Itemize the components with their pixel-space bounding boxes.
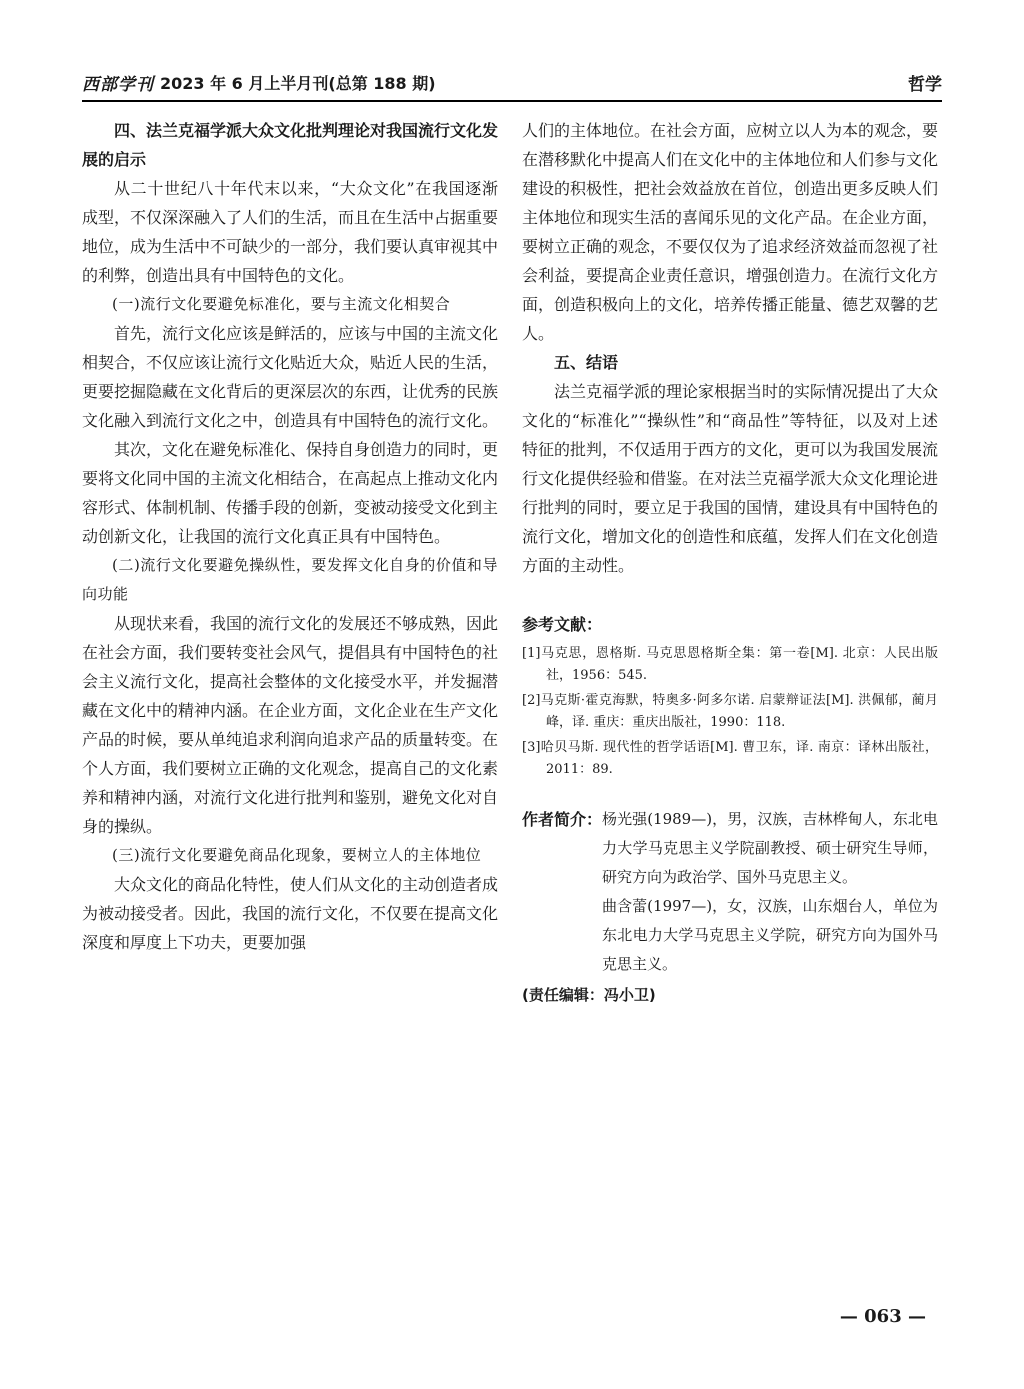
author-bio — [522, 805, 938, 1010]
subheading-1: (一)流行文化要避免标准化，要与主流文化相契合 — [112, 295, 451, 313]
subheading-3: (三)流行文化要避免商品化现象，要树立人的主体地位 — [112, 846, 482, 864]
page-number: — 063 — — [839, 1306, 926, 1327]
section-label: 哲学 — [908, 75, 942, 95]
left-column — [82, 116, 498, 957]
paragraph-intro: 从二十世纪八十年代末以来，“大众文化”在我国逐渐成型，不仅深深融入了人们的生活，而且在生活中占据重要地位，成为生活中不可缺少的一部分，我们要认真审视其中的利弊，创造出具有中国特色的文化。 — [82, 179, 499, 285]
author-bio-1: 杨光强(1989—)，男，汉族，吉林桦甸人，东北电力大学马克思主义学院副教授、硕士研究生导师，研究方向为政治学、国外马克思主义。 — [602, 810, 938, 886]
paragraph-continued: 人们的主体地位。在社会方面，应树立以人为本的观念，要在潜移默化中提高人们在文化中的主体地位和人们参与文化建设的积极性，把社会效益放在首位，创造出更多反映人们主体地位和现实生活的喜闻乐见的文化产品。在企业方面，要树立正确的观念，不要仅仅为了追求经济效益而忽视了社会利益，要提高企业责任意识，增强创造力。在流行文化方面，创造积极向上的文化，培养传播正能量、德艺双馨的艺人。 — [522, 121, 939, 343]
paragraph-sub2: 从现状来看，我国的流行文化的发展还不够成熟，因此在社会方面，我们要转变社会风气，提倡具有中国特色的社会主义流行文化，提高社会整体的文化接受水平，并发掘潜藏在文化中的精神内涵。在企业方面，文化企业在生产文化产品的时候，要从单纯追求利润向追求产品的质量转变。在个人方面，我们要树立正确的文化观念，提高自己的文化素养和精神内涵，对流行文化进行批判和鉴别，避免文化对自身的操纵。 — [82, 614, 499, 836]
section-heading-5: 五、结语 — [554, 353, 619, 372]
paragraph-sub1-b: 其次，文化在避免标准化、保持自身创造力的同时，更要将文化同中国的主流文化相结合，在高起点上推动文化内容形式、体制机制、传播手段的创新，变被动接受文化到主动创新文化，让我国的流行文化真正具有中国特色。 — [82, 440, 499, 546]
paragraph-sub1-a: 首先，流行文化应该是鲜活的，应该与中国的主流文化相契合，不仅应该让流行文化贴近大众，贴近人民的生活，更要挖掘隐藏在文化背后的更深层次的东西，让优秀的民族文化融入到流行文化之中，创造具有中国特色的流行文化。 — [82, 324, 499, 430]
subheading-2: (二)流行文化要避免操纵性，要发挥文化自身的价值和导向功能 — [82, 556, 498, 603]
author-bio-2: 曲含蕾(1997—)，女，汉族，山东烟台人，单位为东北电力大学马克思主义学院，研究方向为国外马克思主义。 — [602, 897, 938, 973]
references-title: 参考文献： — [522, 615, 603, 634]
page-header — [82, 70, 942, 102]
right-column — [522, 116, 938, 1010]
author-bio-label: 作者简介： — [522, 810, 603, 829]
issue-info: 2023 年 6 月上半月刊(总第 188 期) — [160, 74, 436, 93]
reference-item: [2]马克斯·霍克海默，特奥多·阿多尔诺. 启蒙辩证法[M]. 洪佩郁，蔺月峰，译. 重庆：重庆出版社，1990：118. — [522, 693, 938, 730]
section-heading-4: 四、法兰克福学派大众文化批判理论对我国流行文化发展的启示 — [82, 121, 499, 169]
responsible-editor: (责任编辑：冯小卫) — [522, 986, 656, 1004]
paragraph-conclusion: 法兰克福学派的理论家根据当时的实际情况提出了大众文化的“标准化”“操纵性”和“商品性”等特征，以及对上述特征的批判，不仅适用于西方的文化，更可以为我国发展流行文化提供经验和借鉴。在对法兰克福学派大众文化理论进行批判的同时，要立足于我国的国情，建设具有中国特色的流行文化，增加文化的创造性和底蕴，发挥人们在文化创造方面的主动性。 — [522, 382, 939, 575]
reference-item: [3]哈贝马斯. 现代性的哲学话语[M]. 曹卫东，译. 南京：译林出版社，2011：89. — [522, 740, 938, 777]
author-bio-body — [602, 805, 938, 979]
references-list — [522, 643, 938, 781]
journal-logo: 西部学刊 — [82, 75, 154, 95]
paragraph-sub3: 大众文化的商品化特性，使人们从文化的主动创造者成为被动接受者。因此，我国的流行文化，不仅要在提高文化深度和厚度上下功夫，更要加强 — [82, 875, 499, 952]
reference-item: [1]马克思，恩格斯. 马克思恩格斯全集：第一卷[M]. 北京：人民出版社，1956：545. — [522, 646, 938, 683]
